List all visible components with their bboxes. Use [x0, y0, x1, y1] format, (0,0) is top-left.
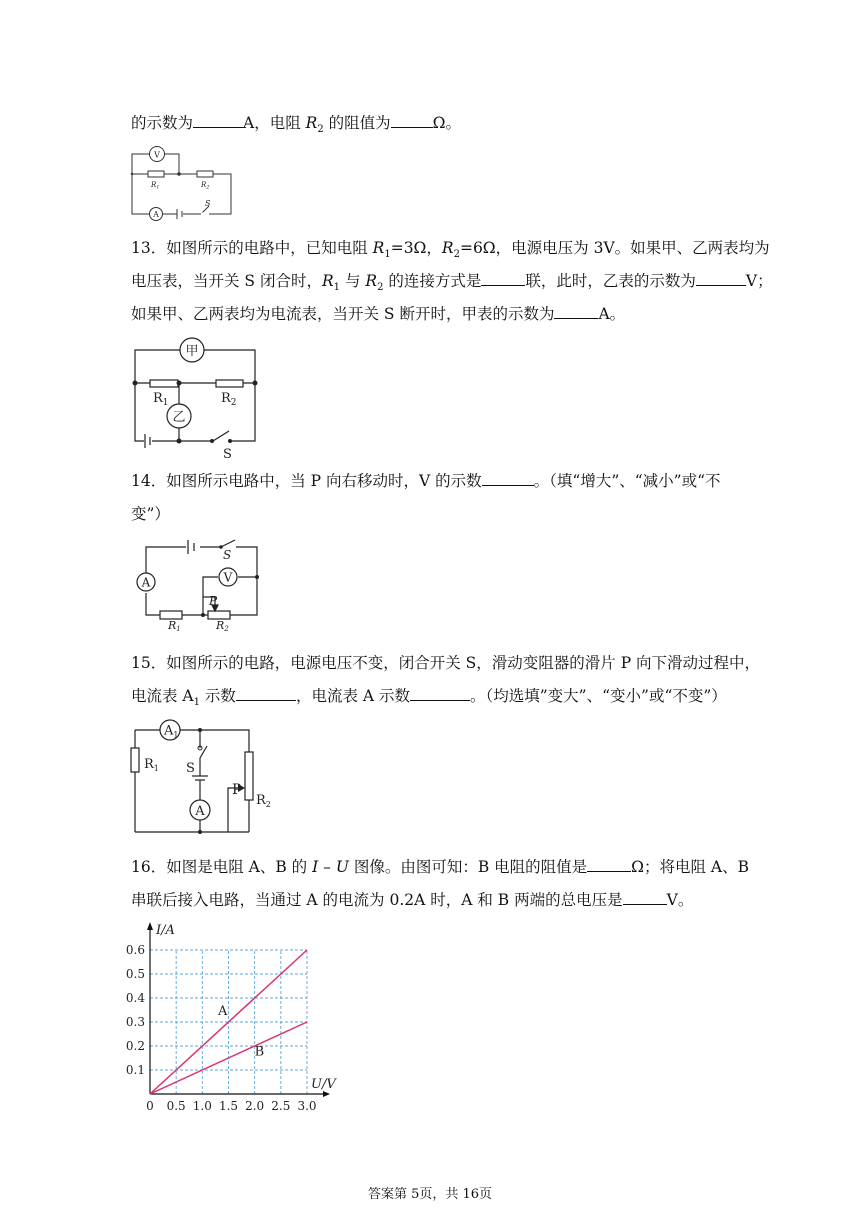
slider-p-label: P: [232, 782, 242, 798]
r2-label: $R_2$: [256, 793, 271, 809]
voltmeter-label: V: [154, 150, 160, 160]
q14-line-2: 变”）: [131, 505, 170, 523]
r1-label: $R_1$: [151, 181, 160, 191]
q12-text-line: 的示数为 A，电阻 $R_2$ 的阻值为 Ω。: [131, 114, 461, 136]
y-tick-label: 0.4: [125, 991, 145, 1005]
slider-p-label: P: [209, 594, 218, 608]
r1-label: $R_1$: [153, 391, 169, 408]
q16-line-1: 16．如图是电阻 A、B 的 I – U 图像。由图可知：B 电阻的阻值是 Ω；将电阻 A、B: [131, 858, 750, 876]
switch-label: S: [205, 199, 211, 208]
r2-label: $R_2$: [201, 181, 210, 191]
r2-label: $R_2$: [221, 391, 237, 408]
answer-blank[interactable]: [410, 686, 470, 701]
y-axis-label: I/A: [156, 923, 175, 938]
q15-line-1: 15．如图所示的电路，电源电压不变，闭合开关 S，滑动变阻器的滑片 P 向下滑动过程中，: [131, 654, 761, 672]
answer-blank[interactable]: [587, 857, 631, 872]
series-label-b: B: [254, 1044, 265, 1060]
y-axis-arrow: [147, 922, 153, 930]
answer-blank[interactable]: [193, 113, 243, 128]
switch-label: S: [186, 761, 195, 776]
circuit-figure-12: [125, 140, 240, 218]
x-tick-label: 1.5: [218, 1099, 239, 1113]
meter-jia-label: 甲: [185, 344, 199, 359]
answer-blank[interactable]: [236, 686, 296, 701]
series-label-a: A: [218, 1003, 228, 1019]
answer-blank[interactable]: [696, 271, 746, 286]
ammeter-label: A: [141, 575, 151, 590]
switch-label: S: [223, 447, 232, 462]
ammeter-a1-label: $A_1$: [164, 723, 179, 740]
r1-label: $R_1$: [144, 757, 159, 773]
x-tick-label: 1.0: [192, 1099, 212, 1113]
q13-line-3: 如果甲、乙两表均为电流表，当开关 S 断开时，甲表的示数为 A。: [131, 305, 626, 323]
circuit-figure-15: [128, 718, 278, 838]
answer-blank[interactable]: [623, 890, 667, 905]
x-tick-label: 2.5: [271, 1099, 291, 1113]
q16-line-2: 串联后接入电路，当通过 A 的电流为 0.2A 时，A 和 B 两端的总电压是 V。: [131, 891, 694, 909]
page-footer: 答案第 5页，共 16页: [367, 1187, 493, 1202]
iu-graph-chart: [125, 918, 336, 1118]
ammeter-label: A: [153, 210, 159, 219]
y-tick-label: 0.1: [125, 1063, 145, 1077]
q15-line-2: 电流表 $A_1$ 示数 ，电流表 A 示数 。（均选填”变大”、“变小”或“不变”）: [131, 687, 727, 709]
y-tick-label: 0.3: [125, 1015, 145, 1029]
x-tick-label: 0.5: [166, 1099, 186, 1113]
q14-line-1: 14．如图所示电路中，当 P 向右移动时，V 的示数 。（填“增大”、“减小”或“不: [131, 472, 721, 490]
circuit-figure-14: [130, 535, 270, 633]
answer-blank[interactable]: [391, 113, 433, 128]
meter-yi-label: 乙: [172, 410, 186, 425]
answer-blank[interactable]: [482, 471, 534, 486]
y-tick-label: 0.6: [125, 943, 145, 957]
x-tick-label: 3.0: [297, 1099, 317, 1113]
q13-line-1: 13．如图所示的电路中，已知电阻 $R_1=3\Omega$，$R_2=6\Omega$，电源电压为 3V。如果甲、乙两表均为: [131, 239, 770, 261]
y-tick-label: 0.2: [125, 1039, 145, 1053]
x-axis-label: U/V: [311, 1077, 336, 1092]
x-tick-label: 2.0: [245, 1099, 265, 1113]
y-tick-label: 0.5: [125, 967, 145, 981]
ammeter-a-label: A: [195, 804, 205, 819]
r2-label: R2: [216, 619, 229, 633]
voltmeter-label: V: [223, 570, 233, 585]
q13-line-2: 电压表，当开关 S 闭合时，$R_1$ 与 $R_2$ 的连接方式是 联，此时，乙表的示数为 V；: [131, 272, 773, 294]
switch-label: S: [223, 548, 232, 562]
x-tick-label: 0: [146, 1099, 154, 1113]
r1-label: R1: [168, 619, 181, 633]
answer-blank[interactable]: [554, 304, 598, 319]
answer-blank[interactable]: [481, 271, 525, 286]
circuit-figure-13: [128, 334, 263, 462]
